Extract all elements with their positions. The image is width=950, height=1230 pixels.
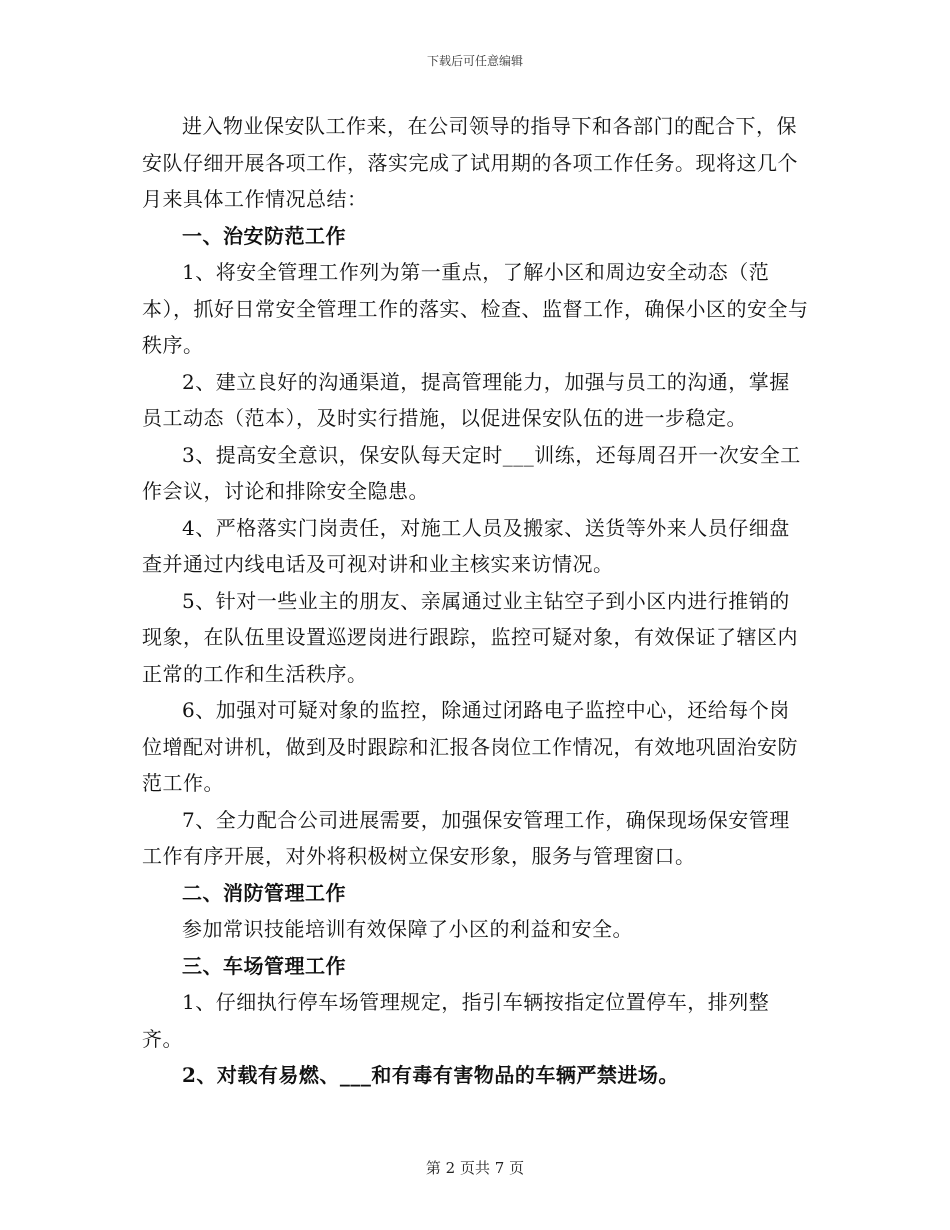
page-footer: 第 2 页共 7 页 (425, 1159, 525, 1177)
paragraph: 进入物业保安队工作来，在公司领导的指导下和各部门的配合下，保安队仔细开展各项工作，落实完成了试用期的各项工作任务。现将这几个月来具体工作情况总结： (142, 114, 798, 211)
section-heading: 一、治安防范工作 (182, 223, 346, 248)
paragraph-bold: 2、对载有易燃、___和有毒有害物品的车辆严禁进场。 (182, 1063, 679, 1087)
section-heading: 二、消防管理工作 (182, 880, 346, 905)
paragraph: 参加常识技能培训有效保障了小区的利益和安全。 (182, 917, 633, 941)
paragraph: 5、针对一些业主的朋友、亲属通过业主钻空子到小区内进行推销的现象，在队伍里设置巡逻岗进行跟踪，监控可疑对象，有效保证了辖区内正常的工作和生活秩序。 (142, 588, 798, 686)
paragraph: 4、严格落实门岗责任，对施工人员及搬家、送货等外来人员仔细盘查并通过内线电话及可视对讲和业主核实来访情况。 (142, 515, 790, 576)
paragraph: 6、加强对可疑对象的监控，除通过闭路电子监控中心，还给每个岗位增配对讲机，做到及时跟踪和汇报各岗位工作情况，有效地巩固治安防范工作。 (142, 698, 798, 795)
paragraph: 1、仔细执行停车场管理规定，指引车辆按指定位置停车，排列整齐。 (142, 990, 770, 1051)
paragraph: 1、将安全管理工作列为第一重点，了解小区和周边安全动态（范本），抓好日常安全管理工作的落实、检查、监督工作，确保小区的安全与秩序。 (142, 260, 809, 357)
paragraph: 3、提高安全意识，保安队每天定时___训练，还每周召开一次安全工作会议，讨论和排除安全隐患。 (142, 442, 801, 503)
page-header: 下载后可任意编辑 (426, 54, 523, 68)
document-body (142, 108, 810, 1094)
paragraph: 7、全力配合公司进展需要，加强保安管理工作，确保现场保安管理工作有序开展，对外将积极树立保安形象，服务与管理窗口。 (142, 807, 790, 868)
section-heading: 三、车场管理工作 (182, 953, 346, 978)
paragraph: 2、建立良好的沟通渠道，提高管理能力，加强与员工的沟通，掌握员工动态（范本），及时实行措施，以促进保安队伍的进一步稳定。 (142, 369, 790, 430)
